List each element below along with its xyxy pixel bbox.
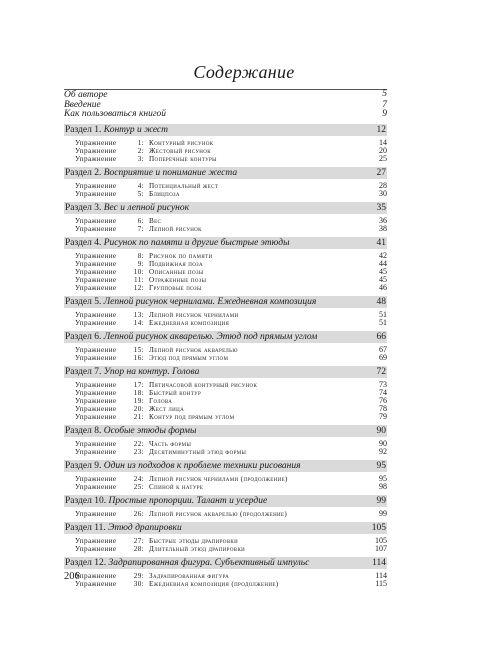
section-header [64, 522, 387, 534]
exercise-number: 9: [137, 259, 144, 268]
section-title: Один из подходов к проблеме техники рисования [103, 460, 301, 471]
exercise-title: Десятиминутный этюд формы [149, 447, 247, 456]
exercise-number: 6: [137, 216, 144, 225]
exercise-list [64, 569, 387, 588]
intro-entry [64, 110, 387, 120]
exercise-page: 14 [379, 137, 387, 147]
section-title: Лепной рисунок чернилами. Ежедневная композиция [103, 296, 317, 307]
exercise-entry [64, 155, 387, 163]
exercise-entry [64, 346, 387, 354]
exercise-page: 51 [379, 309, 387, 319]
exercise-list [64, 179, 387, 198]
exercise-word: Упражнение [75, 447, 117, 456]
exercise-word: Упражнение [75, 138, 117, 147]
exercise-title: Потенциальный жест [149, 181, 219, 190]
exercise-number: 20: [133, 404, 144, 413]
section-page: 105 [371, 522, 386, 533]
exercise-title: Голова [149, 396, 173, 405]
exercise-title: Описанные позы [149, 267, 204, 276]
section-header [64, 167, 387, 179]
exercise-list [64, 136, 387, 163]
exercise-word: Упражнение [75, 267, 117, 276]
exercise-page: 20 [379, 145, 387, 155]
section-page: 35 [376, 202, 386, 213]
section-label: Раздел 2. [65, 167, 102, 178]
exercise-word: Упражнение [75, 412, 117, 421]
section-header [64, 331, 387, 343]
exercise-page: 38 [379, 223, 387, 233]
section-title: Этюд драпировки [108, 522, 182, 533]
exercise-word: Упражнение [75, 388, 117, 397]
exercise-title: Контур под прямым углом [149, 412, 235, 421]
exercise-title: Групповые позы [149, 283, 202, 292]
exercise-entry [64, 268, 387, 276]
section-label: Раздел 11. [65, 522, 106, 533]
exercise-word: Упражнение [75, 404, 117, 413]
exercise-title: Быстрые этюды драпировки [149, 536, 239, 545]
exercise-word: Упражнение [75, 318, 117, 327]
exercise-entry [64, 311, 387, 319]
exercise-word: Упражнение [75, 259, 117, 268]
exercise-title: Быстрый контур [149, 388, 202, 397]
exercise-entry [64, 413, 387, 421]
exercise-word: Упражнение [75, 571, 117, 580]
exercise-word: Упражнение [75, 579, 117, 588]
exercise-entry [64, 147, 387, 155]
section-header [64, 124, 387, 136]
exercise-title: Лепной рисунок акварелью [149, 345, 238, 354]
intro-entry-page: 5 [382, 89, 387, 99]
section-label: Раздел 5. [65, 296, 102, 307]
exercise-number: 19: [133, 396, 144, 405]
section-header [64, 202, 387, 214]
exercise-number: 1: [137, 138, 144, 147]
section-page: 66 [376, 331, 386, 342]
exercise-number: 5: [137, 189, 144, 198]
exercise-entry [64, 217, 387, 225]
exercise-title: Контурный рисунок [149, 138, 214, 147]
exercise-entry [64, 545, 387, 553]
exercise-number: 17: [133, 380, 144, 389]
exercise-number: 12: [133, 283, 144, 292]
section-title: Вес и лепной рисунок [103, 202, 190, 213]
exercise-page: 105 [375, 535, 387, 545]
exercise-word: Упражнение [75, 310, 117, 319]
section-label: Раздел 4. [65, 237, 102, 248]
exercise-page: 115 [375, 578, 387, 588]
exercise-number: 23: [133, 447, 144, 456]
exercise-number: 21: [133, 412, 144, 421]
exercise-entry [64, 510, 387, 518]
exercise-title: Длительный этюд драпировки [149, 544, 246, 553]
section-page: 99 [376, 495, 386, 506]
exercise-title: Лепной рисунок чернилами [149, 310, 239, 319]
exercise-page: 30 [379, 188, 387, 198]
page-title: Содержание [193, 62, 295, 82]
exercise-title: Задрапированная фигура [149, 571, 230, 580]
section-title: Рисунок по памяти и другие быстрые этюды [103, 237, 290, 248]
exercise-page: 46 [379, 282, 387, 292]
exercise-list [64, 343, 387, 362]
exercise-page: 76 [379, 395, 387, 405]
exercise-entry [64, 537, 387, 545]
exercise-page: 69 [379, 352, 387, 362]
exercise-number: 11: [134, 275, 144, 284]
exercise-list [64, 437, 387, 456]
exercise-list [64, 507, 387, 518]
exercise-page: 98 [379, 481, 387, 491]
exercise-number: 15: [133, 345, 144, 354]
exercise-title: Блицпоза [149, 189, 180, 198]
exercise-word: Упражнение [75, 509, 117, 518]
section-label: Раздел 12. [65, 557, 107, 568]
exercise-number: 8: [137, 251, 144, 260]
sections-list [64, 124, 387, 588]
exercise-word: Упражнение [75, 380, 117, 389]
exercise-word: Упражнение [75, 474, 117, 483]
exercise-entry [64, 354, 387, 362]
exercise-entry [64, 572, 387, 580]
exercise-page: 92 [379, 446, 387, 456]
exercise-number: 16: [133, 353, 144, 362]
section-label: Раздел 7. [65, 366, 102, 377]
exercise-word: Упражнение [75, 536, 117, 545]
exercise-word: Упражнение [75, 189, 117, 198]
exercise-title: Лепной рисунок чернилами (продолжение) [149, 474, 288, 483]
exercise-title: Подвижная поза [149, 259, 203, 268]
exercise-number: 26: [133, 509, 144, 518]
exercise-number: 7: [137, 224, 144, 233]
section-page: 72 [376, 366, 386, 377]
exercise-page: 67 [379, 344, 387, 354]
exercise-entry [64, 139, 387, 147]
intro-entry-page: 7 [382, 99, 387, 110]
exercise-title: Жест лица [149, 404, 185, 413]
exercise-entry [64, 475, 387, 483]
exercise-word: Упражнение [75, 154, 117, 163]
section-title: Упор на контур. Голова [103, 366, 200, 377]
exercise-number: 28: [133, 544, 144, 553]
exercise-title: Рисунок по памяти [149, 251, 213, 260]
exercise-list [64, 534, 387, 553]
exercise-page: 95 [379, 473, 387, 483]
exercise-entry [64, 276, 387, 284]
exercise-page: 107 [375, 543, 387, 553]
exercise-word: Упражнение [75, 181, 117, 190]
exercise-word: Упражнение [75, 251, 117, 260]
exercise-title: Ежедневная композиция [149, 318, 230, 327]
exercise-page: 44 [379, 258, 387, 268]
exercise-number: 22: [133, 439, 144, 448]
exercise-list [64, 378, 387, 421]
page-number: 206 [64, 571, 80, 582]
section-page: 48 [376, 296, 386, 307]
exercise-title: Вес [149, 216, 162, 225]
exercise-number: 14: [133, 318, 144, 327]
section-header [64, 237, 387, 249]
exercise-page: 45 [379, 274, 387, 284]
section-header [64, 557, 387, 569]
exercise-entry [64, 381, 387, 389]
exercise-entry [64, 405, 387, 413]
section-label: Раздел 10. [65, 495, 107, 506]
exercise-word: Упражнение [75, 345, 117, 354]
exercise-page: 73 [379, 379, 387, 389]
section-page: 114 [372, 557, 386, 568]
exercise-word: Упражнение [75, 396, 117, 405]
exercise-title: Лепной рисунок [149, 224, 202, 233]
exercise-word: Упражнение [75, 439, 117, 448]
section-header [64, 296, 387, 308]
section-page: 27 [376, 167, 386, 178]
exercise-title: Этюд под прямым углом [149, 353, 229, 362]
section-label: Раздел 1. [65, 124, 102, 135]
section-title: Задрапированная фигура. Субъективный импульс [108, 557, 310, 568]
section-title: Простые пропорции. Талант и усердие [108, 495, 268, 506]
exercise-list [64, 308, 387, 327]
exercise-page: 36 [379, 215, 387, 225]
exercise-word: Упражнение [75, 146, 117, 155]
exercise-number: 27: [133, 536, 144, 545]
exercise-number: 24: [133, 474, 144, 483]
exercise-page: 25 [379, 153, 387, 163]
exercise-page: 79 [379, 411, 387, 421]
exercise-word: Упражнение [75, 216, 117, 225]
exercise-title: Ежедневная композиция (продолжение) [149, 579, 279, 588]
exercise-word: Упражнение [75, 353, 117, 362]
exercise-page: 51 [379, 317, 387, 327]
exercise-title: Лепной рисунок акварелью (продолжение) [149, 509, 288, 518]
exercise-number: 10: [133, 267, 144, 276]
intro-list [64, 89, 387, 120]
exercise-word: Упражнение [75, 224, 117, 233]
exercise-entry [64, 440, 387, 448]
exercise-number: 3: [137, 154, 144, 163]
exercise-page: 114 [375, 570, 387, 580]
exercise-page: 28 [379, 180, 387, 190]
exercise-number: 25: [133, 482, 144, 491]
exercise-entry [64, 252, 387, 260]
exercise-entry [64, 182, 387, 190]
exercise-page: 42 [379, 250, 387, 260]
exercise-number: 30: [133, 579, 144, 588]
intro-entry-page: 9 [382, 109, 387, 119]
section-title: Особые этюды формы [103, 425, 197, 436]
intro-entry-title: Как пользоваться книгой [64, 109, 167, 119]
table-of-contents [64, 89, 387, 588]
exercise-page: 78 [379, 403, 387, 413]
exercise-entry [64, 260, 387, 268]
exercise-word: Упражнение [75, 275, 117, 284]
exercise-page: 90 [379, 438, 387, 448]
section-label: Раздел 6. [65, 331, 102, 342]
section-page: 41 [376, 237, 386, 248]
exercise-list [64, 214, 387, 233]
section-label: Раздел 3. [65, 202, 102, 213]
section-header [64, 366, 387, 378]
exercise-page: 45 [379, 266, 387, 276]
exercise-number: 13: [133, 310, 144, 319]
exercise-word: Упражнение [75, 482, 117, 491]
section-label: Раздел 8. [65, 425, 102, 436]
intro-entry [64, 89, 387, 101]
exercise-title: Пятичасовой контурный рисунок [149, 380, 258, 389]
exercise-entry [64, 483, 387, 491]
exercise-page: 99 [379, 508, 387, 518]
exercise-entry [64, 389, 387, 397]
exercise-number: 18: [133, 388, 144, 397]
section-title: Лепной рисунок акварелью. Этюд под прямым углом [103, 331, 318, 342]
intro-entry-title: Об авторе [64, 90, 108, 100]
exercise-list [64, 472, 387, 491]
intro-entry-title: Введение [64, 99, 101, 110]
section-header [64, 460, 387, 472]
section-page: 90 [376, 425, 386, 436]
exercise-list [64, 249, 387, 292]
exercise-entry [64, 225, 387, 233]
exercise-entry [64, 448, 387, 456]
exercise-entry [64, 397, 387, 405]
exercise-number: 4: [137, 181, 144, 190]
exercise-number: 2: [137, 146, 144, 155]
section-header [64, 425, 387, 437]
exercise-entry [64, 190, 387, 198]
section-title: Контур и жест [103, 124, 169, 135]
section-page: 95 [376, 460, 386, 471]
section-header [64, 495, 387, 507]
section-label: Раздел 9. [65, 460, 102, 471]
exercise-entry [64, 580, 387, 588]
exercise-title: Отраженные позы [149, 275, 207, 284]
exercise-entry [64, 284, 387, 292]
exercise-entry [64, 319, 387, 327]
exercise-title: Жестовый рисунок [149, 146, 211, 155]
exercise-title: Поперечные контуры [149, 154, 217, 163]
exercise-title: Часть формы [149, 439, 192, 448]
exercise-number: 29: [133, 571, 144, 580]
exercise-word: Упражнение [75, 283, 117, 292]
exercise-page: 74 [379, 387, 387, 397]
exercise-title: Спиной к натуре [149, 482, 204, 491]
exercise-word: Упражнение [75, 544, 117, 553]
section-title: Восприятие и понимание жеста [103, 167, 238, 178]
section-page: 12 [376, 124, 386, 135]
